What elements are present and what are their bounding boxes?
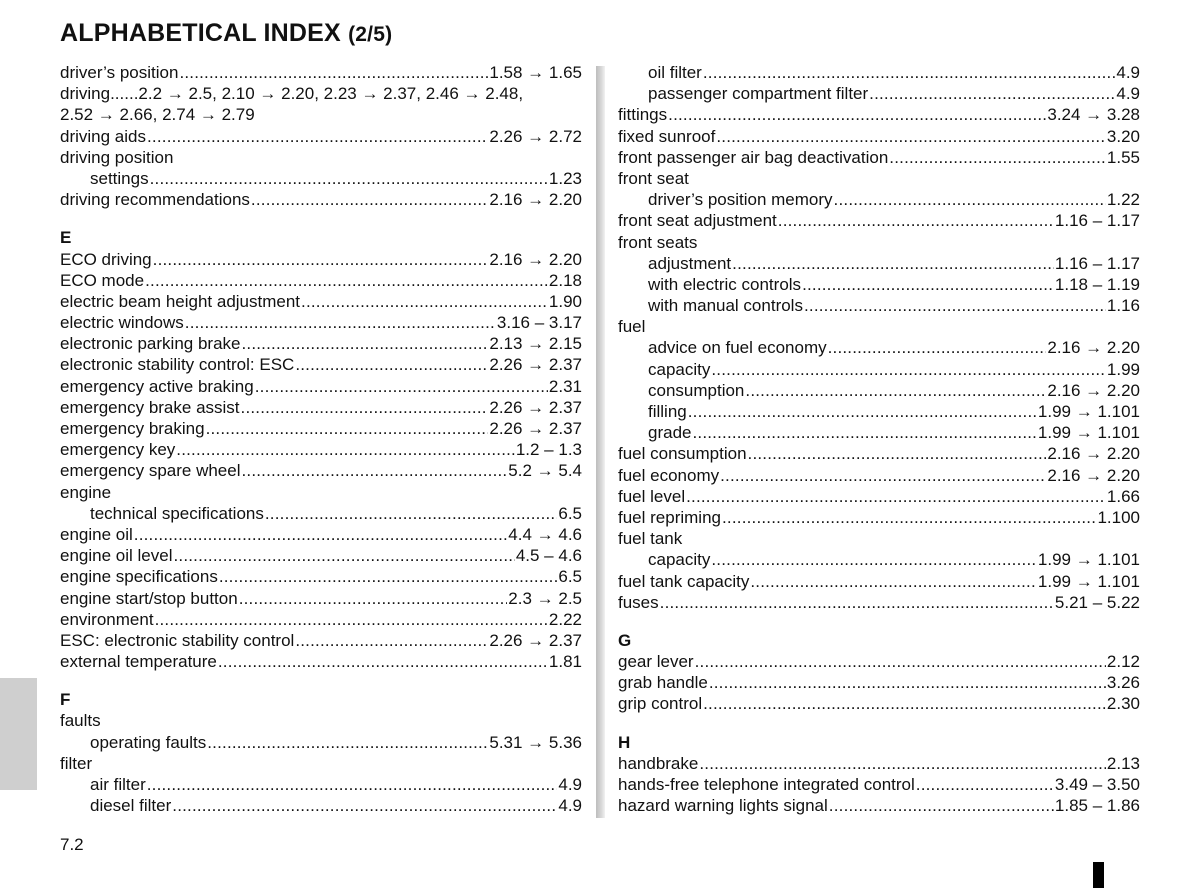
index-entry — [618, 210, 1140, 231]
index-term: capacity — [648, 550, 711, 570]
page-reference: 1.85 – 1.86 — [1054, 796, 1140, 816]
index-entry — [60, 651, 582, 672]
dot-leader — [153, 249, 489, 270]
index-term: oil filter — [648, 63, 702, 82]
index-subentry — [618, 401, 1140, 422]
dot-leader — [179, 62, 488, 83]
dot-leader — [147, 126, 488, 147]
page-reference: 2.18 — [548, 270, 582, 290]
index-term: emergency active braking — [60, 376, 254, 396]
index-term: capacity — [648, 359, 711, 379]
dot-leader — [301, 291, 548, 312]
index-entry — [60, 354, 582, 375]
index-term: passenger compartment filter — [648, 84, 869, 104]
page-reference: 1.2 – 1.3 — [515, 440, 582, 460]
index-term: diesel filter — [90, 796, 172, 816]
index-term: hands-free telephone integrated control — [618, 775, 915, 794]
index-entry — [60, 312, 582, 333]
page-reference: 1.100 — [1097, 507, 1140, 527]
index-term: filter — [60, 753, 93, 773]
index-entry — [618, 795, 1140, 816]
page-reference: 2.26 → 2.37 — [489, 397, 582, 417]
index-term: filling — [648, 402, 687, 421]
index-subentry — [60, 732, 582, 753]
dot-leader — [804, 295, 1106, 316]
column-divider — [596, 66, 605, 818]
dot-leader — [692, 422, 1036, 443]
page-reference: 2.16 → 2.20 — [1047, 338, 1140, 358]
index-term: hazard warning lights signal — [618, 796, 828, 816]
section-letter — [618, 630, 1140, 651]
dot-leader — [711, 549, 1037, 570]
dot-leader — [295, 354, 488, 375]
index-heading — [60, 147, 582, 168]
page-reference: 4.9 — [1116, 63, 1140, 82]
dot-leader — [709, 672, 1106, 693]
index-term: engine — [60, 482, 112, 502]
chapter-tab-marker — [0, 678, 37, 790]
index-term: driver’s position — [60, 63, 179, 82]
index-term: with electric controls — [648, 274, 802, 294]
index-subentry — [618, 422, 1140, 443]
dot-leader — [699, 753, 1106, 774]
page-reference: 2.16 → 2.20 — [1047, 444, 1140, 464]
index-entry — [60, 460, 582, 481]
index-subentry — [618, 253, 1140, 274]
page-reference: 1.58 → 1.65 — [489, 63, 582, 82]
index-heading — [618, 316, 1140, 337]
index-subentry — [618, 189, 1140, 210]
page-reference: 2.26 → 2.37 — [489, 355, 582, 375]
page-reference: 3.24 → 3.28 — [1047, 105, 1140, 125]
index-term: engine oil — [60, 524, 133, 544]
dot-leader — [241, 397, 489, 418]
dot-leader — [150, 168, 548, 189]
index-term: fuel consumption — [618, 444, 747, 464]
index-entry — [60, 333, 582, 354]
index-entry — [618, 672, 1140, 693]
index-subentry — [618, 62, 1140, 83]
dot-leader — [176, 439, 515, 460]
dot-leader — [207, 732, 488, 753]
dot-leader — [239, 588, 508, 609]
index-entry — [618, 651, 1140, 672]
dot-leader — [716, 126, 1106, 147]
page-reference: 2.26 → 2.37 — [489, 630, 582, 650]
index-term: electronic parking brake — [60, 334, 241, 354]
title-main: ALPHABETICAL INDEX — [60, 19, 341, 47]
page-reference: 4.5 – 4.6 — [515, 546, 582, 566]
dot-leader — [732, 253, 1054, 274]
index-term: technical specifications — [90, 503, 264, 523]
section-letter-text: H — [618, 732, 631, 752]
dot-leader — [265, 503, 557, 524]
index-subentry — [618, 83, 1140, 104]
index-term: air filter — [90, 775, 146, 794]
index-subentry — [60, 503, 582, 524]
page-reference: 4.9 — [558, 775, 582, 794]
index-entry — [60, 62, 582, 83]
page-reference: 2.3 → 2.5 — [508, 588, 582, 608]
page-reference: 2.26 → 2.37 — [489, 419, 582, 438]
dot-leader — [829, 795, 1054, 816]
index-term: advice on fuel economy — [648, 338, 827, 358]
index-term: fuel tank capacity — [618, 571, 750, 591]
index-term: driving aids — [60, 126, 146, 146]
index-entry — [60, 524, 582, 545]
index-term: front seats — [618, 232, 698, 252]
index-entry — [60, 376, 582, 397]
index-term: driving recommendations — [60, 190, 250, 210]
dot-leader — [745, 380, 1046, 401]
index-entry — [60, 439, 582, 460]
corner-print-mark — [1093, 862, 1104, 888]
dot-leader — [748, 443, 1047, 464]
index-term: electronic stability control: ESC — [60, 355, 295, 375]
page-reference: 1.22 — [1106, 190, 1140, 210]
index-subentry — [618, 549, 1140, 570]
index-term: driving......2.2 → 2.5, 2.10 → 2.20, 2.23 → 2.37, 2.46 → 2.48, — [60, 84, 524, 104]
section-letter-text: G — [618, 630, 632, 650]
index-term: engine oil level — [60, 546, 173, 566]
index-term: fuel — [618, 317, 646, 337]
index-term: engine specifications — [60, 567, 218, 587]
page-reference: 3.26 — [1106, 673, 1140, 693]
dot-leader — [155, 609, 548, 630]
dot-leader — [660, 592, 1054, 613]
index-term: front passenger air bag deactivation — [618, 147, 889, 167]
index-entry — [618, 443, 1140, 464]
index-term: fittings — [618, 105, 668, 125]
index-term: fixed sunroof — [618, 126, 716, 146]
index-entry — [618, 592, 1140, 613]
page-reference: 1.23 — [548, 168, 582, 188]
section-letter-text: E — [60, 228, 72, 248]
page-reference: 3.16 – 3.17 — [496, 313, 582, 333]
dot-leader — [134, 524, 508, 545]
index-subentry — [60, 774, 582, 795]
index-subentry — [618, 359, 1140, 380]
page-reference: 1.16 — [1106, 296, 1140, 316]
index-term: operating faults — [90, 732, 207, 752]
page-title — [60, 19, 392, 48]
page-reference: 1.16 – 1.17 — [1054, 253, 1140, 273]
dot-leader — [703, 62, 1116, 83]
index-heading — [60, 482, 582, 503]
dot-leader — [295, 630, 488, 651]
index-subentry — [60, 795, 582, 816]
page-reference: 5.2 → 5.4 — [508, 461, 582, 481]
page-reference: 2.16 → 2.20 — [489, 249, 582, 269]
index-entry — [618, 507, 1140, 528]
page-reference: 1.66 — [1106, 486, 1140, 506]
dot-leader — [889, 147, 1106, 168]
index-term: front seat adjustment — [618, 211, 777, 231]
dot-leader — [869, 83, 1115, 104]
page-reference: 2.22 — [548, 609, 582, 629]
page-reference: 5.31 → 5.36 — [489, 732, 582, 752]
index-entry — [60, 397, 582, 418]
dot-leader — [703, 693, 1106, 714]
page-reference: 2.31 — [548, 376, 582, 396]
page-number: 7.2 — [60, 835, 84, 854]
page-reference: 1.99 — [1106, 359, 1140, 379]
index-heading — [60, 710, 582, 731]
page-reference: 2.12 — [1106, 652, 1140, 672]
section-letter — [618, 732, 1140, 753]
page-reference: 1.99 → 1.101 — [1037, 571, 1140, 591]
dot-leader — [750, 571, 1037, 592]
index-heading — [618, 232, 1140, 253]
index-entry — [60, 609, 582, 630]
index-entry — [60, 418, 582, 439]
page-reference: 1.55 — [1106, 147, 1140, 167]
dot-leader — [172, 795, 557, 816]
index-term: gear lever — [618, 652, 694, 672]
index-term: ECO mode — [60, 270, 145, 290]
index-subentry — [618, 337, 1140, 358]
index-entry — [60, 270, 582, 291]
page-reference: 4.9 — [1116, 84, 1140, 104]
page-reference: 2.16 → 2.20 — [1047, 465, 1140, 485]
index-term: engine start/stop button — [60, 588, 238, 608]
page-reference: 6.5 — [558, 503, 582, 523]
index-entry — [618, 753, 1140, 774]
index-heading — [60, 753, 582, 774]
dot-leader — [251, 189, 488, 210]
index-term: emergency key — [60, 440, 176, 460]
index-term: emergency spare wheel — [60, 461, 241, 481]
page-reference: 1.99 → 1.101 — [1037, 423, 1140, 443]
index-entry — [618, 774, 1140, 795]
dot-leader — [688, 401, 1037, 422]
index-term: fuses — [618, 592, 659, 612]
index-heading — [618, 528, 1140, 549]
dot-leader — [145, 270, 548, 291]
index-entry — [60, 545, 582, 566]
index-term: electric windows — [60, 313, 184, 333]
dot-leader — [916, 774, 1054, 795]
index-heading — [60, 83, 582, 104]
index-term: emergency braking — [60, 419, 205, 438]
section-letter — [60, 227, 582, 248]
index-term: with manual controls — [648, 296, 803, 316]
index-entry — [60, 588, 582, 609]
index-entry — [618, 486, 1140, 507]
dot-leader — [206, 418, 489, 439]
index-entry — [618, 465, 1140, 486]
index-term: environment — [60, 609, 154, 629]
index-heading — [60, 104, 582, 125]
dot-leader — [668, 104, 1046, 125]
index-entry — [618, 693, 1140, 714]
index-term: grab handle — [618, 673, 708, 693]
index-term: front seat — [618, 168, 689, 188]
index-entry — [60, 630, 582, 651]
index-term: adjustment — [648, 253, 732, 273]
page-reference: 2.16 → 2.20 — [1047, 380, 1140, 400]
index-entry — [60, 126, 582, 147]
dot-leader — [802, 274, 1054, 295]
page-reference: 4.9 — [558, 796, 582, 816]
dot-leader — [695, 651, 1106, 672]
index-term: grade — [648, 423, 692, 443]
page-reference: 2.16 → 2.20 — [489, 190, 582, 210]
dot-leader — [219, 566, 558, 587]
index-term: external temperature — [60, 652, 217, 672]
page-reference: 1.18 – 1.19 — [1054, 274, 1140, 294]
index-entry — [618, 571, 1140, 592]
dot-leader — [173, 545, 514, 566]
index-term: consumption — [648, 380, 745, 400]
index-term: fuel level — [618, 486, 686, 506]
dot-leader — [241, 460, 507, 481]
dot-leader — [241, 333, 488, 354]
page-reference: 2.13 → 2.15 — [489, 334, 582, 354]
index-term: driving position — [60, 147, 174, 167]
index-heading — [618, 168, 1140, 189]
index-entry — [60, 291, 582, 312]
index-term: fuel tank — [618, 529, 683, 549]
index-entry — [60, 249, 582, 270]
page-reference: 1.81 — [548, 652, 582, 672]
page-reference: 6.5 — [558, 567, 582, 587]
page-reference: 1.16 – 1.17 — [1054, 211, 1140, 231]
index-column-right — [618, 62, 1140, 816]
dot-leader — [185, 312, 496, 333]
index-term: faults — [60, 711, 101, 731]
page-reference: 1.99 → 1.101 — [1037, 402, 1140, 421]
index-subentry — [618, 295, 1140, 316]
index-term: handbrake — [618, 753, 699, 773]
index-column-left — [60, 62, 582, 816]
index-term: fuel economy — [618, 465, 720, 485]
index-term: driver’s position memory — [648, 190, 833, 210]
section-letter-text: F — [60, 690, 71, 710]
title-part: (2/5) — [348, 23, 393, 46]
dot-leader — [147, 774, 558, 795]
page-reference: 1.99 → 1.101 — [1037, 550, 1140, 570]
index-term: electric beam height adjustment — [60, 291, 301, 311]
dot-leader — [686, 486, 1106, 507]
index-term: settings — [90, 168, 149, 188]
index-subentry — [618, 380, 1140, 401]
index-term: emergency brake assist — [60, 397, 240, 417]
page-reference: 3.49 – 3.50 — [1054, 775, 1140, 794]
index-entry — [618, 147, 1140, 168]
page-reference: 2.13 — [1106, 753, 1140, 773]
page-reference: 4.4 → 4.6 — [508, 524, 582, 544]
dot-leader — [711, 359, 1106, 380]
section-letter — [60, 689, 582, 710]
index-term: 2.52 → 2.66, 2.74 → 2.79 — [60, 105, 255, 125]
index-entry — [618, 104, 1140, 125]
index-entry — [618, 126, 1140, 147]
dot-leader — [720, 465, 1046, 486]
dot-leader — [828, 337, 1047, 358]
page-reference: 2.26 → 2.72 — [489, 126, 582, 146]
index-subentry — [60, 168, 582, 189]
dot-leader — [834, 189, 1106, 210]
page-reference: 5.21 – 5.22 — [1054, 592, 1140, 612]
dot-leader — [778, 210, 1054, 231]
index-subentry — [618, 274, 1140, 295]
index-entry — [60, 566, 582, 587]
dot-leader — [218, 651, 548, 672]
dot-leader — [722, 507, 1096, 528]
page-reference: 1.90 — [548, 291, 582, 311]
index-term: ECO driving — [60, 249, 152, 269]
page-reference: 3.20 — [1106, 126, 1140, 146]
index-term: grip control — [618, 694, 703, 714]
dot-leader — [255, 376, 548, 397]
index-entry — [60, 189, 582, 210]
index-term: fuel repriming — [618, 507, 721, 527]
index-term: ESC: electronic stability control — [60, 630, 295, 650]
page-reference: 2.30 — [1106, 694, 1140, 714]
